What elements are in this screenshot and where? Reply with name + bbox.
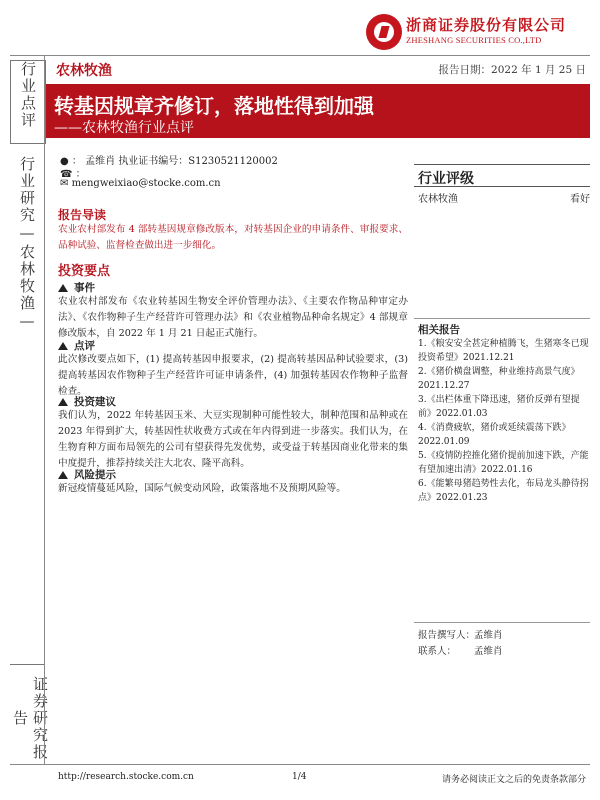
comment-heading <box>58 338 95 353</box>
writer-name: 孟维肖 <box>474 630 503 641</box>
email-text[interactable]: mengweixiao@stocke.com.cn <box>71 178 221 189</box>
related-report-item[interactable]: 2.《猪价横盘调整，种业维持高景气度》2021.12.27 <box>418 367 580 391</box>
related-report-item[interactable]: 5.《疫情防控推化猪价提前加速下跌，产能有望加速出清》2022.01.16 <box>418 451 589 475</box>
contacts-rule <box>414 622 590 623</box>
triangle-bullet-icon <box>58 398 68 406</box>
related-report-item[interactable]: 6.《能繁母猪趋势性去化，布局龙头静待拐点》2022.01.23 <box>418 479 589 503</box>
header-divider <box>10 55 590 56</box>
comment-title: 点评 <box>74 340 95 352</box>
event-heading <box>58 280 95 295</box>
contact-label: 联系人： <box>418 646 457 657</box>
report-date: 报告日期：2022 年 1 月 25 日 <box>438 64 586 76</box>
key-points-title: 投资要点 <box>58 264 111 279</box>
writer-row <box>418 627 503 641</box>
rating-title: 行业评级 <box>418 171 474 187</box>
logo-icon <box>366 14 402 50</box>
advice-title: 投资建议 <box>74 396 116 408</box>
guide-text: 农业农村部发布 4 部转基因规章修改版本，对转基因企业的申请条件、审报要求、品种试验、监督检查做出进一步细化。 <box>58 224 408 251</box>
advice-heading <box>58 394 116 409</box>
related-report-item[interactable]: 3.《出栏体重下降迅速，猪价反弹有望提前》2022.01.03 <box>418 395 580 419</box>
analyst-icon: ● <box>60 156 69 167</box>
writer-label: 报告撰写人： <box>418 630 476 641</box>
footer-url[interactable]: http://research.stocke.com.cn <box>58 772 194 782</box>
company-name-en: ZHESHANG SECURITIES CO.,LTD <box>406 35 542 45</box>
left-strip-bottom-text: 证券研究报告 <box>11 675 49 761</box>
analyst-name-line: ： 孟维肖 执业证书编号：S1230521120002 <box>71 156 278 167</box>
rating-mid-rule <box>414 186 590 187</box>
left-strip-bottom <box>10 664 49 765</box>
company-logo <box>366 12 592 52</box>
risk-heading <box>58 467 116 482</box>
analyst-row <box>60 152 278 167</box>
left-strip-middle <box>10 156 44 346</box>
comment-text: 此次修改要点如下，(1) 提高转基因申报要求，(2) 提高转基因品种试验要求，(3) 提高转基因农作物种子生产经营许可证申请条件，(4) 加强转基因农作物种子监督检查。 <box>58 354 408 397</box>
left-strip-top-text: 行业点评 <box>19 61 37 129</box>
event-text: 农业农村部发布《农业转基因生物安全评价管理办法》、《主要农作物品种审定办法》、《农作物种子生产经营许可管理办法》和《农业植物品种命名规定》4 部规章修改版本，自 2022 年 1 月 21 日起正式施行。 <box>58 296 408 339</box>
sector-label: 农林牧渔 <box>56 63 112 79</box>
phone-icon: ☎ <box>60 169 73 180</box>
risk-text: 新冠疫情蔓延风险，国际气候变动风险，政策落地不及预期风险等。 <box>58 483 346 494</box>
company-name-cn: 浙商证券股份有限公司 <box>406 16 567 34</box>
report-subtitle: ——农林牧渔行业点评 <box>54 120 194 136</box>
footer-divider <box>10 764 590 765</box>
triangle-bullet-icon <box>58 471 68 479</box>
guide-title: 报告导读 <box>58 208 107 222</box>
footer-disclaimer: 请务必阅读正文之后的免责条款部分 <box>441 775 586 785</box>
rating-top-rule <box>414 164 590 165</box>
related-top-rule <box>414 318 590 319</box>
risk-title: 风险提示 <box>74 469 116 481</box>
related-report-item[interactable]: 4.《消费疲软，猪价或延续震荡下跌》2022.01.09 <box>418 423 571 447</box>
event-title: 事件 <box>74 282 95 294</box>
contact-name: 孟维肖 <box>474 646 503 657</box>
report-title: 转基因规章齐修订，落地性得到加强 <box>54 94 374 118</box>
rating-value: 看好 <box>570 194 590 205</box>
related-list <box>418 337 590 505</box>
advice-text: 我们认为，2022 年转基因玉米、大豆实现制种可能性较大，制种范围和品种或在 2023 年得到扩大，转基因性状收费方式或在年内得到进一步落实。我们认为，在生物育种方面布局领先的公司有望获得先发优势，或受益于转基因商业化带来的集中度提升，推荐持续关注大北农、隆平高科。 <box>58 410 408 469</box>
rating-sector: 农林牧渔 <box>418 194 458 205</box>
phone-line: ： <box>75 169 86 180</box>
left-strip-top-box <box>10 60 46 144</box>
triangle-bullet-icon <box>58 342 68 350</box>
email-row <box>60 178 221 189</box>
triangle-bullet-icon <box>58 284 68 292</box>
left-strip-middle-text: 行业研究—农林牧渔— <box>18 156 36 332</box>
contact-row <box>418 643 503 657</box>
related-report-item[interactable]: 1.《粮安安全甚定种植腾飞，生猪寒冬已现投资希望》2021.12.21 <box>418 339 589 363</box>
related-title: 相关报告 <box>418 324 460 336</box>
left-strip-divider <box>44 56 45 764</box>
rating-row <box>418 190 590 205</box>
email-icon: ✉ <box>60 178 69 189</box>
footer-page-number: 1/4 <box>292 772 307 782</box>
